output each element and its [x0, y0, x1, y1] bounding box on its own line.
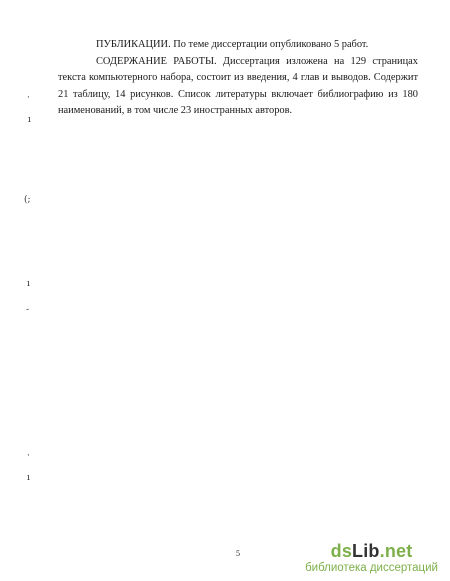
- scan-artifact: -: [26, 305, 30, 315]
- watermark-subtitle: библиотека диссертаций: [305, 562, 438, 574]
- page-number: 5: [236, 549, 240, 558]
- scan-artifact: ı: [27, 279, 30, 289]
- scan-artifact: ı: [27, 473, 30, 483]
- watermark-logo: [305, 542, 438, 561]
- watermark-logo-lib: Lib: [352, 541, 380, 561]
- scan-artifact: ·: [27, 451, 30, 461]
- body-text: [58, 37, 418, 120]
- publications-paragraph: ПУБЛИКАЦИИ. По теме диссертации опубликовано 5 работ.: [96, 39, 369, 50]
- scan-artifact: ·: [27, 93, 30, 103]
- watermark-logo-ds: ds: [330, 541, 353, 561]
- scan-artifact: (;: [24, 195, 31, 205]
- scan-artifact: ı: [28, 115, 31, 125]
- dslib-watermark: [305, 542, 438, 575]
- watermark-logo-net: .net: [379, 541, 413, 561]
- contents-paragraph: СОДЕРЖАНИЕ РАБОТЫ. Диссертация изложена на 129 страницах текста компьютерного набора, состоит из введения, 4 глав и выводов. Содержит 21 таблицу, 14 рисунков. Список литературы включает библиографию из 180 наименований, в том числе 23 иностранных авторов.: [58, 55, 418, 116]
